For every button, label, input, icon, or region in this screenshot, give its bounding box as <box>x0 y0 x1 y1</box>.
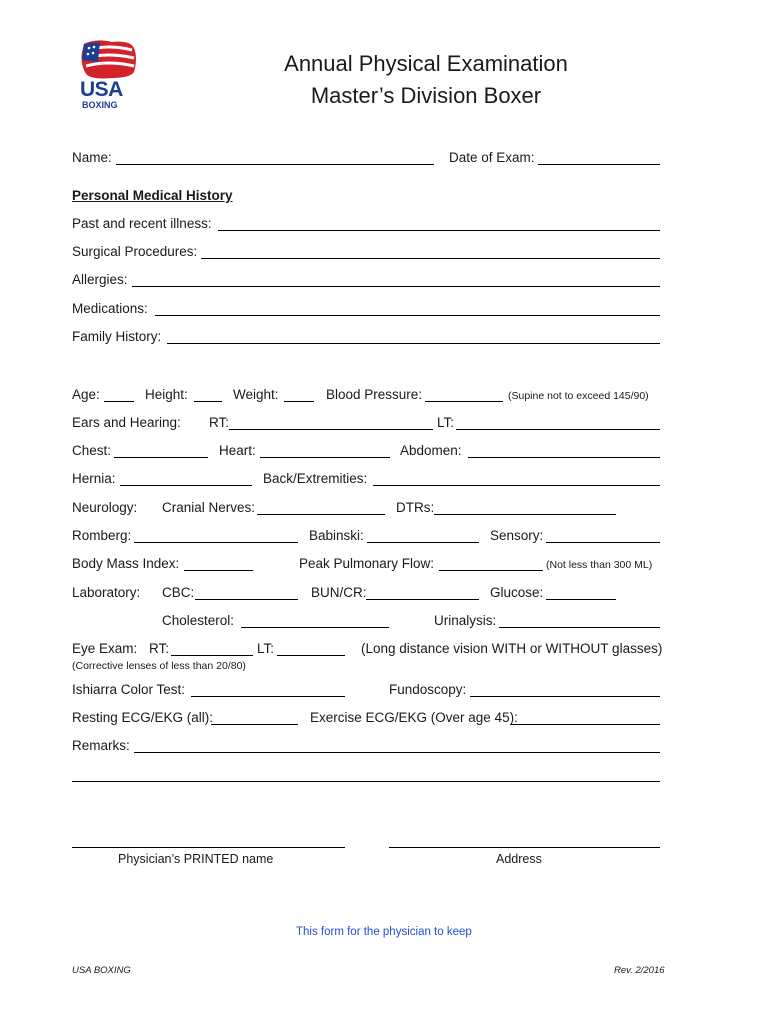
fundoscopy-label: Fundoscopy: <box>389 682 467 697</box>
back-extremities-label: Back/Extremities: <box>263 471 368 486</box>
cholesterol-field[interactable] <box>241 627 389 628</box>
address-label: Address <box>496 852 542 866</box>
bmi-label: Body Mass Index: <box>72 556 180 571</box>
allergies-field[interactable] <box>132 286 660 287</box>
eye-vision-note: (Long distance vision WITH or WITHOUT glasses) <box>361 641 663 656</box>
blood-pressure-label: Blood Pressure: <box>326 387 423 402</box>
exercise-ecg-label: Exercise ECG/EKG (Over age 45): <box>310 710 518 725</box>
medications-label: Medications: <box>72 301 148 316</box>
dtrs-label: DTRs: <box>396 500 435 515</box>
fundoscopy-field[interactable] <box>470 696 660 697</box>
romberg-label: Romberg: <box>72 528 132 543</box>
surgical-label: Surgical Procedures: <box>72 244 198 259</box>
bun-cr-label: BUN/CR: <box>311 585 367 600</box>
height-label: Height: <box>145 387 188 402</box>
cranial-nerves-field[interactable] <box>257 514 385 515</box>
form-subtitle: Master’s Division Boxer <box>310 83 542 108</box>
weight-label: Weight: <box>233 387 279 402</box>
glucose-field[interactable] <box>546 599 616 600</box>
peak-flow-note: (Not less than 300 ML) <box>546 559 653 571</box>
remarks-label: Remarks: <box>72 738 130 753</box>
cranial-nerves-label: Cranial Nerves: <box>162 500 256 515</box>
eye-lt-field[interactable] <box>277 655 345 656</box>
romberg-field[interactable] <box>134 542 298 543</box>
illness-field[interactable] <box>218 230 660 231</box>
logo-text-usa: USA <box>80 78 123 101</box>
abdomen-field[interactable] <box>468 457 660 458</box>
allergies-label: Allergies: <box>72 272 128 287</box>
resting-ecg-field[interactable] <box>211 724 298 725</box>
back-extremities-field[interactable] <box>373 485 660 486</box>
exercise-ecg-field[interactable] <box>511 724 660 725</box>
name-field[interactable] <box>116 164 434 165</box>
physician-name-field[interactable] <box>72 847 345 848</box>
physician-keep-note: This form for the physician to keep <box>296 926 472 938</box>
footer-revision: Rev. 2/2016 <box>614 965 665 976</box>
babinski-label: Babinski: <box>309 528 364 543</box>
neurology-label: Neurology: <box>72 500 138 515</box>
age-label: Age: <box>72 387 100 402</box>
surgical-field[interactable] <box>201 258 660 259</box>
sensory-field[interactable] <box>546 542 660 543</box>
bun-cr-field[interactable] <box>366 599 479 600</box>
ears-rt-field[interactable] <box>229 429 433 430</box>
illness-label: Past and recent illness: <box>72 216 212 231</box>
name-label: Name: <box>72 150 112 165</box>
heart-field[interactable] <box>260 457 390 458</box>
remarks-field-line-2[interactable] <box>72 781 660 782</box>
family-history-field[interactable] <box>167 343 660 344</box>
urinalysis-label: Urinalysis: <box>434 613 497 628</box>
laboratory-label: Laboratory: <box>72 585 141 600</box>
cbc-field[interactable] <box>195 599 298 600</box>
cholesterol-label: Cholesterol: <box>162 613 235 628</box>
ears-lt-label: LT: <box>437 415 455 430</box>
age-field[interactable] <box>104 401 134 402</box>
dtrs-field[interactable] <box>434 514 616 515</box>
logo-text-boxing: BOXING <box>82 100 118 110</box>
peak-flow-label: Peak Pulmonary Flow: <box>299 556 435 571</box>
sensory-label: Sensory: <box>490 528 544 543</box>
eye-exam-label: Eye Exam: <box>72 641 138 656</box>
resting-ecg-label: Resting ECG/EKG (all): <box>72 710 214 725</box>
babinski-field[interactable] <box>367 542 479 543</box>
ishiarra-label: Ishiarra Color Test: <box>72 682 186 697</box>
eye-rt-label: RT: <box>149 641 170 656</box>
hernia-field[interactable] <box>120 485 252 486</box>
eye-rt-field[interactable] <box>171 655 253 656</box>
blood-pressure-field[interactable] <box>425 401 503 402</box>
ears-label: Ears and Hearing: <box>72 415 181 430</box>
height-field[interactable] <box>194 401 222 402</box>
medications-field[interactable] <box>155 315 660 316</box>
cbc-label: CBC: <box>162 585 195 600</box>
abdomen-label: Abdomen: <box>400 443 462 458</box>
peak-flow-field[interactable] <box>439 570 543 571</box>
form-title: Annual Physical Examination <box>284 51 568 76</box>
date-field[interactable] <box>538 164 660 165</box>
date-label: Date of Exam: <box>449 150 535 165</box>
section-heading-history: Personal Medical History <box>72 188 233 203</box>
hernia-label: Hernia: <box>72 471 116 486</box>
address-field[interactable] <box>389 847 660 848</box>
eye-lt-label: LT: <box>257 641 275 656</box>
ears-lt-field[interactable] <box>456 429 660 430</box>
heart-label: Heart: <box>219 443 256 458</box>
blood-pressure-note: (Supine not to exceed 145/90) <box>508 390 649 402</box>
weight-field[interactable] <box>284 401 314 402</box>
chest-label: Chest: <box>72 443 112 458</box>
usa-boxing-logo <box>78 38 140 112</box>
urinalysis-field[interactable] <box>499 627 660 628</box>
physician-name-label: Physician’s PRINTED name <box>118 852 274 866</box>
ears-rt-label: RT: <box>209 415 230 430</box>
remarks-field[interactable] <box>134 752 660 753</box>
corrective-lenses-note: (Corrective lenses of less than 20/80) <box>72 660 246 672</box>
glucose-label: Glucose: <box>490 585 544 600</box>
bmi-field[interactable] <box>184 570 253 571</box>
footer-org: USA BOXING <box>72 965 131 976</box>
family-history-label: Family History: <box>72 329 162 344</box>
ishiarra-field[interactable] <box>191 696 345 697</box>
chest-field[interactable] <box>114 457 208 458</box>
